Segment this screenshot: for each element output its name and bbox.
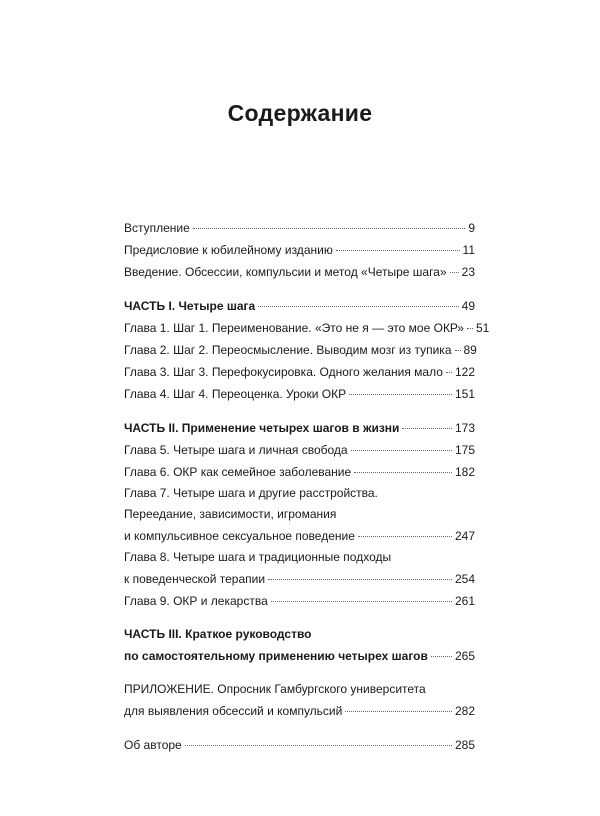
dot-leader <box>450 272 459 273</box>
toc-entry-part-2[interactable] <box>124 417 475 439</box>
toc-entry-title: Глава 4. Шаг 4. Переоценка. Уроки ОКР <box>124 387 347 401</box>
toc-page-number: 254 <box>454 572 475 586</box>
toc-entry-title: к поведенческой терапии <box>124 572 266 586</box>
dot-leader <box>446 372 452 373</box>
toc-entry-intro[interactable] <box>124 217 475 239</box>
dot-leader <box>185 745 452 746</box>
dot-leader <box>345 711 452 712</box>
toc-page-number: 9 <box>468 221 475 235</box>
dot-leader <box>258 306 458 307</box>
toc-entry-title: ЧАСТЬ I. Четыре шага <box>124 299 256 313</box>
toc-entry-chapter-9[interactable] <box>124 590 475 612</box>
toc-page-number: 265 <box>454 649 475 663</box>
toc-page-number: 49 <box>461 299 475 313</box>
toc-entry-title-line: ЧАСТЬ III. Краткое руководство <box>124 627 312 641</box>
toc-page-number: 247 <box>454 529 475 543</box>
dot-leader <box>354 472 452 473</box>
toc-page-number: 285 <box>454 738 475 752</box>
toc-page-number: 51 <box>475 321 490 335</box>
toc-entry-title: Глава 6. ОКР как семейное заболевание <box>124 465 352 479</box>
toc-entry-chapter-8[interactable] <box>124 547 475 590</box>
toc-entry-title: Глава 3. Шаг 3. Перефокусировка. Одного желания мало <box>124 365 443 379</box>
toc-entry-chapter-4[interactable] <box>124 383 475 405</box>
toc-page-number: 122 <box>454 365 475 379</box>
dot-leader <box>271 601 452 602</box>
toc-entry-title: и компульсивное сексуальное поведение <box>124 529 355 543</box>
toc-entry-chapter-3[interactable] <box>124 361 475 383</box>
dot-leader <box>349 394 452 395</box>
toc-entry-title: Предисловие к юбилейному изданию <box>124 243 333 257</box>
toc-entry-chapter-6[interactable] <box>124 461 475 483</box>
dot-leader <box>467 328 473 329</box>
toc-entry-title: ЧАСТЬ II. Применение четырех шагов в жизни <box>124 421 400 435</box>
toc-entry-title: Глава 9. ОКР и лекарства <box>124 594 268 608</box>
dot-leader <box>336 250 460 251</box>
toc-entry-chapter-2[interactable] <box>124 339 475 361</box>
toc-entry-title-line: ПРИЛОЖЕНИЕ. Опросник Гамбургского университета <box>124 682 426 696</box>
dot-leader <box>351 450 452 451</box>
toc-page-number: 89 <box>463 343 477 357</box>
toc-page-number: 182 <box>454 465 475 479</box>
dot-leader <box>268 579 452 580</box>
toc-entry-title-line: Глава 8. Четыре шага и традиционные подходы <box>124 550 392 564</box>
toc-entry-title: Глава 2. Шаг 2. Переосмысление. Выводим мозг из тупика <box>124 343 452 357</box>
toc-entry-title: Глава 1. Шаг 1. Переименование. «Это не я — это мое ОКР» <box>124 321 464 335</box>
toc-page-number: 23 <box>461 265 475 279</box>
toc-entry-introduction[interactable] <box>124 261 475 283</box>
toc-page-number: 261 <box>454 594 475 608</box>
toc-entry-title: Глава 5. Четыре шага и личная свобода <box>124 443 348 457</box>
toc-entry-chapter-1[interactable] <box>124 317 490 339</box>
toc-entry-title: по самостоятельному применению четырех шагов <box>124 649 428 663</box>
page-title: Содержание <box>227 100 373 126</box>
toc-entry-title: Об авторе <box>124 738 182 752</box>
dot-leader <box>358 536 452 537</box>
toc-entry-part-1[interactable] <box>124 295 475 317</box>
toc-page-number: 175 <box>454 443 475 457</box>
dot-leader <box>402 428 452 429</box>
toc-entry-chapter-5[interactable] <box>124 439 475 461</box>
toc-page-number: 282 <box>454 704 475 718</box>
toc-entry-title-line: Глава 7. Четыре шага и другие расстройства. <box>124 486 378 500</box>
toc-page-number: 11 <box>462 243 475 257</box>
toc-entry-title: Вступление <box>124 221 190 235</box>
dot-leader <box>193 228 466 229</box>
toc-entry-title: Введение. Обсессии, компульсии и метод «Четыре шага» <box>124 265 447 279</box>
toc-entry-title: для выявления обсессий и компульсий <box>124 704 343 718</box>
toc-entry-chapter-7[interactable] <box>124 483 475 547</box>
table-of-contents <box>124 217 490 756</box>
toc-entry-title-line: Переедание, зависимости, игромания <box>124 507 337 521</box>
dot-leader <box>455 350 461 351</box>
toc-entry-part-3[interactable] <box>124 624 475 667</box>
toc-entry-about-author[interactable] <box>124 734 475 756</box>
dot-leader <box>431 656 452 657</box>
toc-entry-preface[interactable] <box>124 239 475 261</box>
toc-entry-appendix[interactable] <box>124 679 475 722</box>
toc-page-number: 173 <box>454 421 475 435</box>
toc-page-number: 151 <box>454 387 475 401</box>
